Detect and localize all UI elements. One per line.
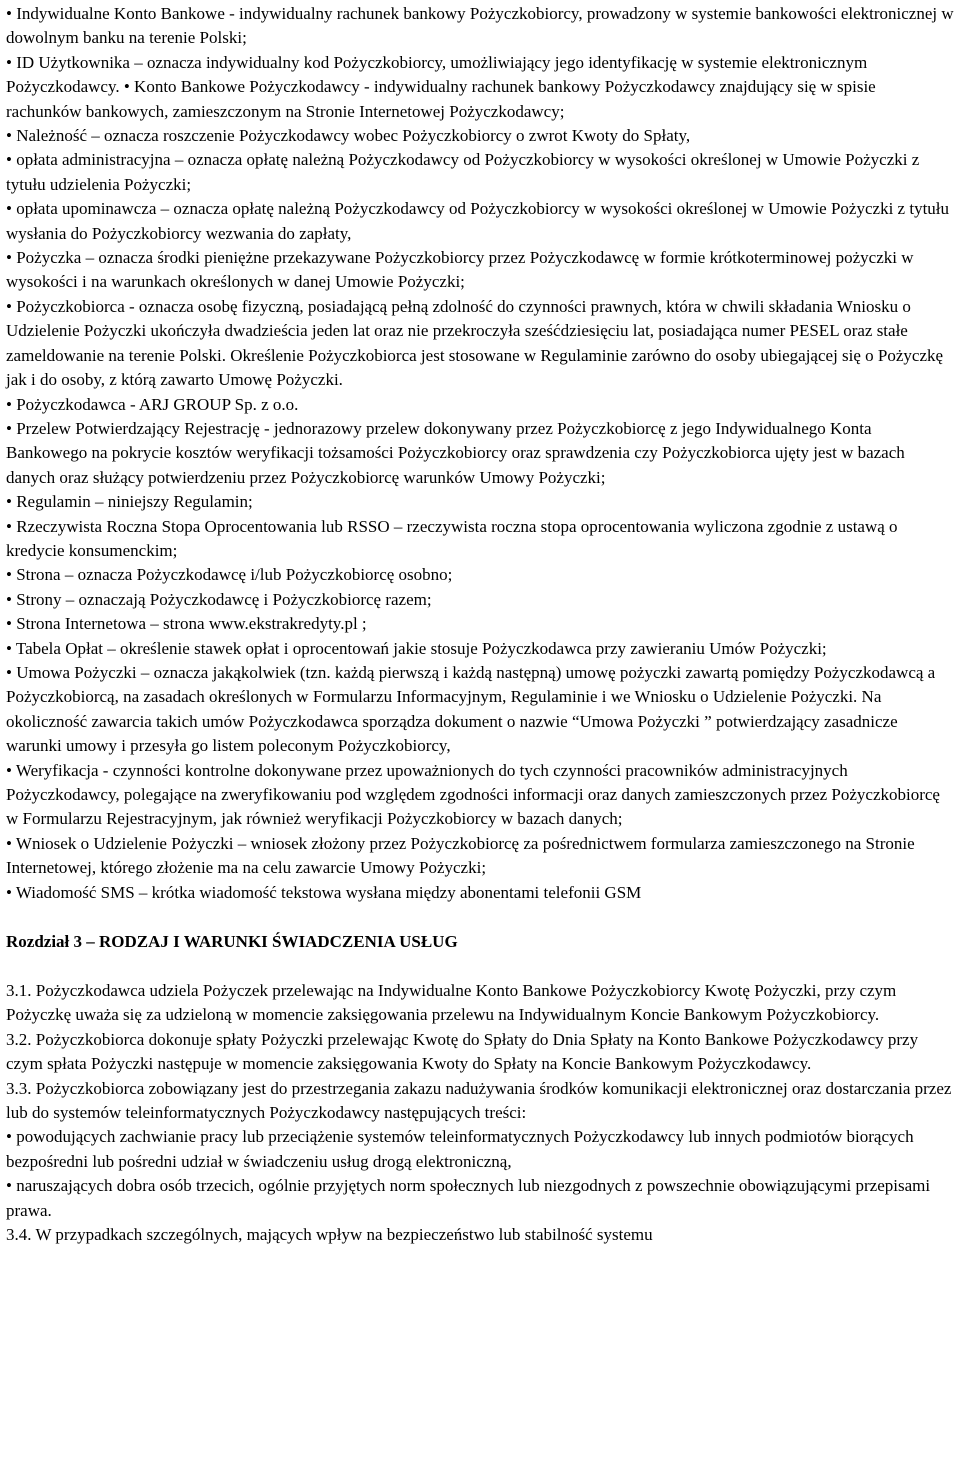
definitions-list — [6, 2, 954, 905]
definition-wiadomosc-sms: • Wiadomość SMS – krótka wiadomość tekstowa wysłana między abonentami telefonii GSM — [6, 882, 642, 902]
definition-tabela-oplat: • Tabela Opłat – określenie stawek opłat i oprocentowań jakie stosuje Pożyczkodawca przy zawieraniu Umów Pożyczki; — [6, 638, 827, 658]
definition-pozyczkodawca: • Pożyczkodawca - ARJ GROUP Sp. z o.o. — [6, 394, 299, 414]
definition-oplata-administracyjna: • opłata administracyjna – oznacza opłatę należną Pożyczkodawcy od Pożyczkobiorcy w wysokości określonej w Umowie Pożyczki z tytułu udzielenia Pożyczki; — [6, 150, 920, 194]
definition-weryfikacja: • Weryfikacja - czynności kontrolne dokonywane przez upoważnionych do tych czynności pracowników administracyjnych Pożyczkodawcy, polegające na zweryfikowaniu pod względem zgodności informacji oraz danych zamieszczonych przez Pożyczkobiorcę w Formularzu Rejestracyjnym, jak również weryfikacji Pożyczkobiorcy w bazach danych; — [6, 760, 940, 829]
definition-naleznosc: • Należność – oznacza roszczenie Pożyczkodawcy wobec Pożyczkobiorcy o zwrot Kwoty do Spłaty, — [6, 126, 691, 146]
definition-pozyczkobiorca: • Pożyczkobiorca - oznacza osobę fizyczną, posiadającą pełną zdolność do czynności prawnych, która w chwili składania Wniosku o Udzielenie Pożyczki ukończyła dwadzieścia jeden lat oraz nie przekroczyła sześćdziesięciu lat, posiadająca numer PESEL oraz stałe zameldowanie na terenie Polski. Określenie Pożyczkobiorca jest stosowane w Regulaminie zarówno do osoby ubiegającej się o Pożyczkę jak i do osoby, z którą zawarto Umowę Pożyczki. — [6, 296, 944, 390]
section-heading: Rozdział 3 – RODZAJ I WARUNKI ŚWIADCZENIA USŁUG — [6, 932, 458, 952]
paragraph-3-2: 3.2. Pożyczkobiorca dokonuje spłaty Pożyczki przelewając Kwotę do Spłaty do Dnia Spłaty na Konto Bankowe Pożyczkodawcy przy czym spłata Pożyczki następuje w momencie zaksięgowania Kwoty do Spłaty na Koncie Bankowym Pożyczkodawcy. — [6, 1029, 919, 1074]
section-body — [6, 979, 954, 1247]
definition-pozyczka: • Pożyczka – oznacza środki pieniężne przekazywane Pożyczkobiorcy przez Pożyczkodawcę w formie krótkoterminowej pożyczki w wysokości i na warunkach określonych w danej Umowie Pożyczki; — [6, 248, 914, 292]
definition-strony: • Strony – oznaczają Pożyczkodawcę i Pożyczkobiorcę razem; — [6, 589, 432, 609]
paragraph-3-4: 3.4. W przypadkach szczególnych, mających wpływ na bezpieczeństwo lub stabilność systemu — [6, 1225, 653, 1245]
paragraph-3-3: 3.3. Pożyczkobiorca zobowiązany jest do przestrzegania zakazu nadużywania środków komunikacji elektronicznej oraz dostarczania przez lub do systemów teleinformatycznych Pożyczkodawcy następujących treści: — [6, 1078, 952, 1123]
definition-regulamin: • Regulamin – niniejszy Regulamin; — [6, 492, 253, 512]
definition-umowa-pozyczki: • Umowa Pożyczki – oznacza jakąkolwiek (tzn. każdą pierwszą i każdą następną) umowę pożyczki zawartą pomiędzy Pożyczkodawcą a Pożyczkobiorcą, na zasadach określonych w Formularzu Informacyjnym, Regulaminie i we Wniosku o Udzielenie Pożyczki. Na okoliczność zawarcia takich umów Pożyczkodawca sporządza dokument o nazwie “Umowa Pożyczki ” potwierdzający zasadnicze warunki umowy i przesyła go listem poleconym Pożyczkobiorcy, — [6, 662, 936, 756]
definition-przelew-potwierdzajacy: • Przelew Potwierdzający Rejestrację - jednorazowy przelew dokonywany przez Pożyczkobiorcę z jego Indywidualnego Konta Bankowego na pokrycie kosztów weryfikacji tożsamości Pożyczkobiorcy oraz sprawdzenia czy Pożyczkobiorca ujęty jest w bazach danych oraz służący potwierdzeniu przez Pożyczkobiorcę warunków Umowy Pożyczki; — [6, 418, 905, 487]
definition-strona-internetowa: • Strona Internetowa – strona www.ekstrakredyty.pl ; — [6, 614, 367, 634]
definition-indywidualne-konto: • Indywidualne Konto Bankowe - indywidualny rachunek bankowy Pożyczkobiorcy, prowadzony w systemie bankowości elektronicznej w dowolnym banku na terenie Polski; — [6, 4, 954, 48]
list-item-naruszajacych: • naruszających dobra osób trzecich, ogólnie przyjętych norm społecznych lub niezgodnych z powszechnie obowiązującymi przepisami prawa. — [6, 1176, 931, 1220]
definition-wniosek: • Wniosek o Udzielenie Pożyczki – wniosek złożony przez Pożyczkobiorcę za pośrednictwem formularza zamieszczonego na Stronie Internetowej, którego złożenie ma na celu zawarcie Umowy Pożyczki; — [6, 833, 915, 878]
list-item-powodujacych: • powodujących zachwianie pracy lub przeciążenie systemów teleinformatycznych Pożyczkodawcy lub innych podmiotów biorących bezpośredni lub pośredni udział w świadczeniu usług drogą elektroniczną, — [6, 1127, 914, 1171]
paragraph-3-1: 3.1. Pożyczkodawca udziela Pożyczek przelewając na Indywidualne Konto Bankowe Pożyczkobiorcy Kwotę Pożyczki, przy czym Pożyczkę uważa się za udzieloną w momencie zaksięgowania przelewu na Indywidualnym Koncie Bankowym Pożyczkobiorcy. — [6, 981, 897, 1025]
definition-strona: • Strona – oznacza Pożyczkodawcę i/lub Pożyczkobiorcę osobno; — [6, 565, 453, 585]
definition-id-uzytkownika: • ID Użytkownika – oznacza indywidualny kod Pożyczkobiorcy, umożliwiający jego identyfikację w systemie elektronicznym Pożyczkodawcy. • Konto Bankowe Pożyczkodawcy - indywidualny rachunek bankowy Pożyczkodawcy znajdujący się w spisie rachunków bankowych, zamieszczonym na Stronie Internetowej Pożyczkodawcy; — [6, 52, 876, 121]
definition-rrso: • Rzeczywista Roczna Stopa Oprocentowania lub RSSO – rzeczywista roczna stopa oprocentowania wyliczona zgodnie z ustawą o kredycie konsumenckim; — [6, 516, 898, 560]
definition-oplata-upominawcza: • opłata upominawcza – oznacza opłatę należną Pożyczkodawcy od Pożyczkobiorcy w wysokości określonej w Umowie Pożyczki z tytułu wysłania do Pożyczkobiorcy wezwania do zapłaty, — [6, 199, 950, 243]
